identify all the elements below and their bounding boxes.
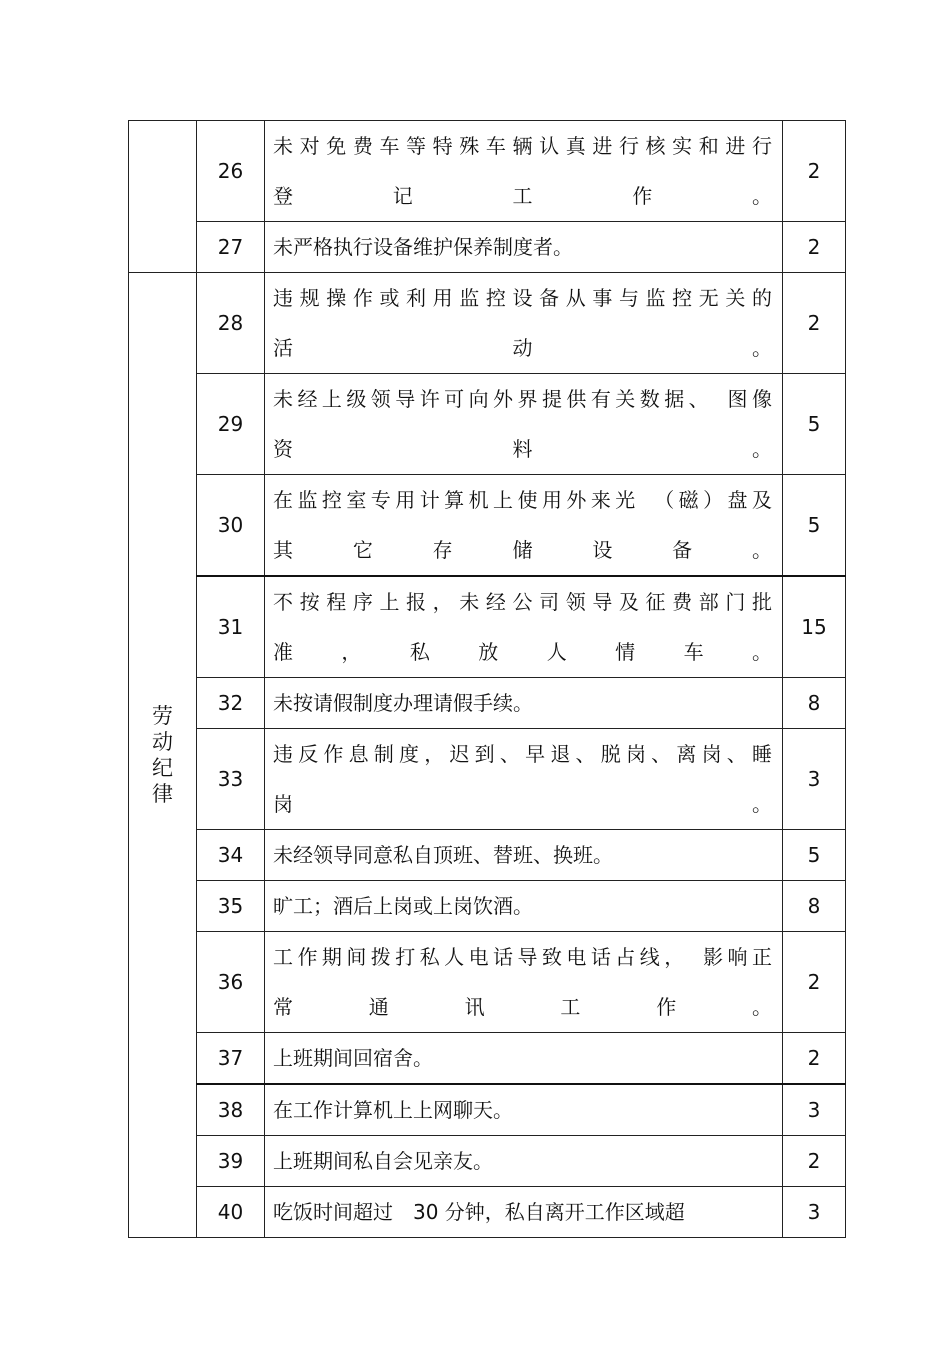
item-description: 上班期间回宿舍。 bbox=[265, 1033, 783, 1085]
table-row bbox=[129, 678, 846, 729]
table-row bbox=[129, 475, 846, 577]
item-score: 3 bbox=[783, 1084, 846, 1136]
table-row bbox=[129, 374, 846, 475]
category-cell-labor-discipline: 劳动纪律 bbox=[129, 273, 197, 1238]
table-row bbox=[129, 121, 846, 222]
discipline-rules-table bbox=[128, 120, 846, 1238]
item-description: 在工作计算机上上网聊天。 bbox=[265, 1084, 783, 1136]
item-number: 37 bbox=[197, 1033, 265, 1085]
item-number: 27 bbox=[197, 222, 265, 273]
table-row bbox=[129, 729, 846, 830]
table-row bbox=[129, 576, 846, 678]
table-row bbox=[129, 1084, 846, 1136]
table-row bbox=[129, 1187, 846, 1238]
category-cell-previous bbox=[129, 121, 197, 273]
table-row bbox=[129, 932, 846, 1033]
item-description: 不按程序上报，未经公司领导及征费部门批 准，私放人情车。 bbox=[265, 576, 783, 678]
item-description: 上班期间私自会见亲友。 bbox=[265, 1136, 783, 1187]
item-score: 3 bbox=[783, 729, 846, 830]
item-score: 8 bbox=[783, 881, 846, 932]
item-number: 34 bbox=[197, 830, 265, 881]
item-score: 2 bbox=[783, 222, 846, 273]
item-number: 36 bbox=[197, 932, 265, 1033]
item-number: 40 bbox=[197, 1187, 265, 1238]
item-description: 未严格执行设备维护保养制度者。 bbox=[265, 222, 783, 273]
table-row bbox=[129, 273, 846, 374]
table-row bbox=[129, 222, 846, 273]
item-score: 5 bbox=[783, 475, 846, 577]
item-number: 31 bbox=[197, 576, 265, 678]
item-score: 2 bbox=[783, 1033, 846, 1085]
item-description: 工作期间拨打私人电话导致电话占线， 影响正 常通讯工作。 bbox=[265, 932, 783, 1033]
item-score: 2 bbox=[783, 273, 846, 374]
item-score: 15 bbox=[783, 576, 846, 678]
table-row bbox=[129, 830, 846, 881]
item-score: 5 bbox=[783, 830, 846, 881]
item-description: 未经领导同意私自顶班、替班、换班。 bbox=[265, 830, 783, 881]
item-number: 39 bbox=[197, 1136, 265, 1187]
item-description: 旷工；酒后上岗或上岗饮酒。 bbox=[265, 881, 783, 932]
item-number: 35 bbox=[197, 881, 265, 932]
item-description: 在监控室专用计算机上使用外来光 （磁）盘及 其它存储设备。 bbox=[265, 475, 783, 577]
item-score: 3 bbox=[783, 1187, 846, 1238]
item-description: 违规操作或利用监控设备从事与监控无关的 活动。 bbox=[265, 273, 783, 374]
item-score: 5 bbox=[783, 374, 846, 475]
item-description: 未对免费车等特殊车辆认真进行核实和进行 登记工作。 bbox=[265, 121, 783, 222]
table-row bbox=[129, 1136, 846, 1187]
item-score: 2 bbox=[783, 932, 846, 1033]
item-number: 30 bbox=[197, 475, 265, 577]
item-description: 吃饭时间超过 30 分钟，私自离开工作区域超 bbox=[265, 1187, 783, 1238]
item-number: 29 bbox=[197, 374, 265, 475]
item-description: 未按请假制度办理请假手续。 bbox=[265, 678, 783, 729]
item-score: 2 bbox=[783, 1136, 846, 1187]
item-number: 26 bbox=[197, 121, 265, 222]
item-score: 2 bbox=[783, 121, 846, 222]
item-number: 33 bbox=[197, 729, 265, 830]
table-row bbox=[129, 1033, 846, 1085]
item-description: 未经上级领导许可向外界提供有关数据、 图像 资料。 bbox=[265, 374, 783, 475]
table-row bbox=[129, 881, 846, 932]
item-number: 28 bbox=[197, 273, 265, 374]
item-number: 38 bbox=[197, 1084, 265, 1136]
item-number: 32 bbox=[197, 678, 265, 729]
item-description: 违反作息制度，迟到、早退、脱岗、离岗、睡 岗。 bbox=[265, 729, 783, 830]
item-score: 8 bbox=[783, 678, 846, 729]
